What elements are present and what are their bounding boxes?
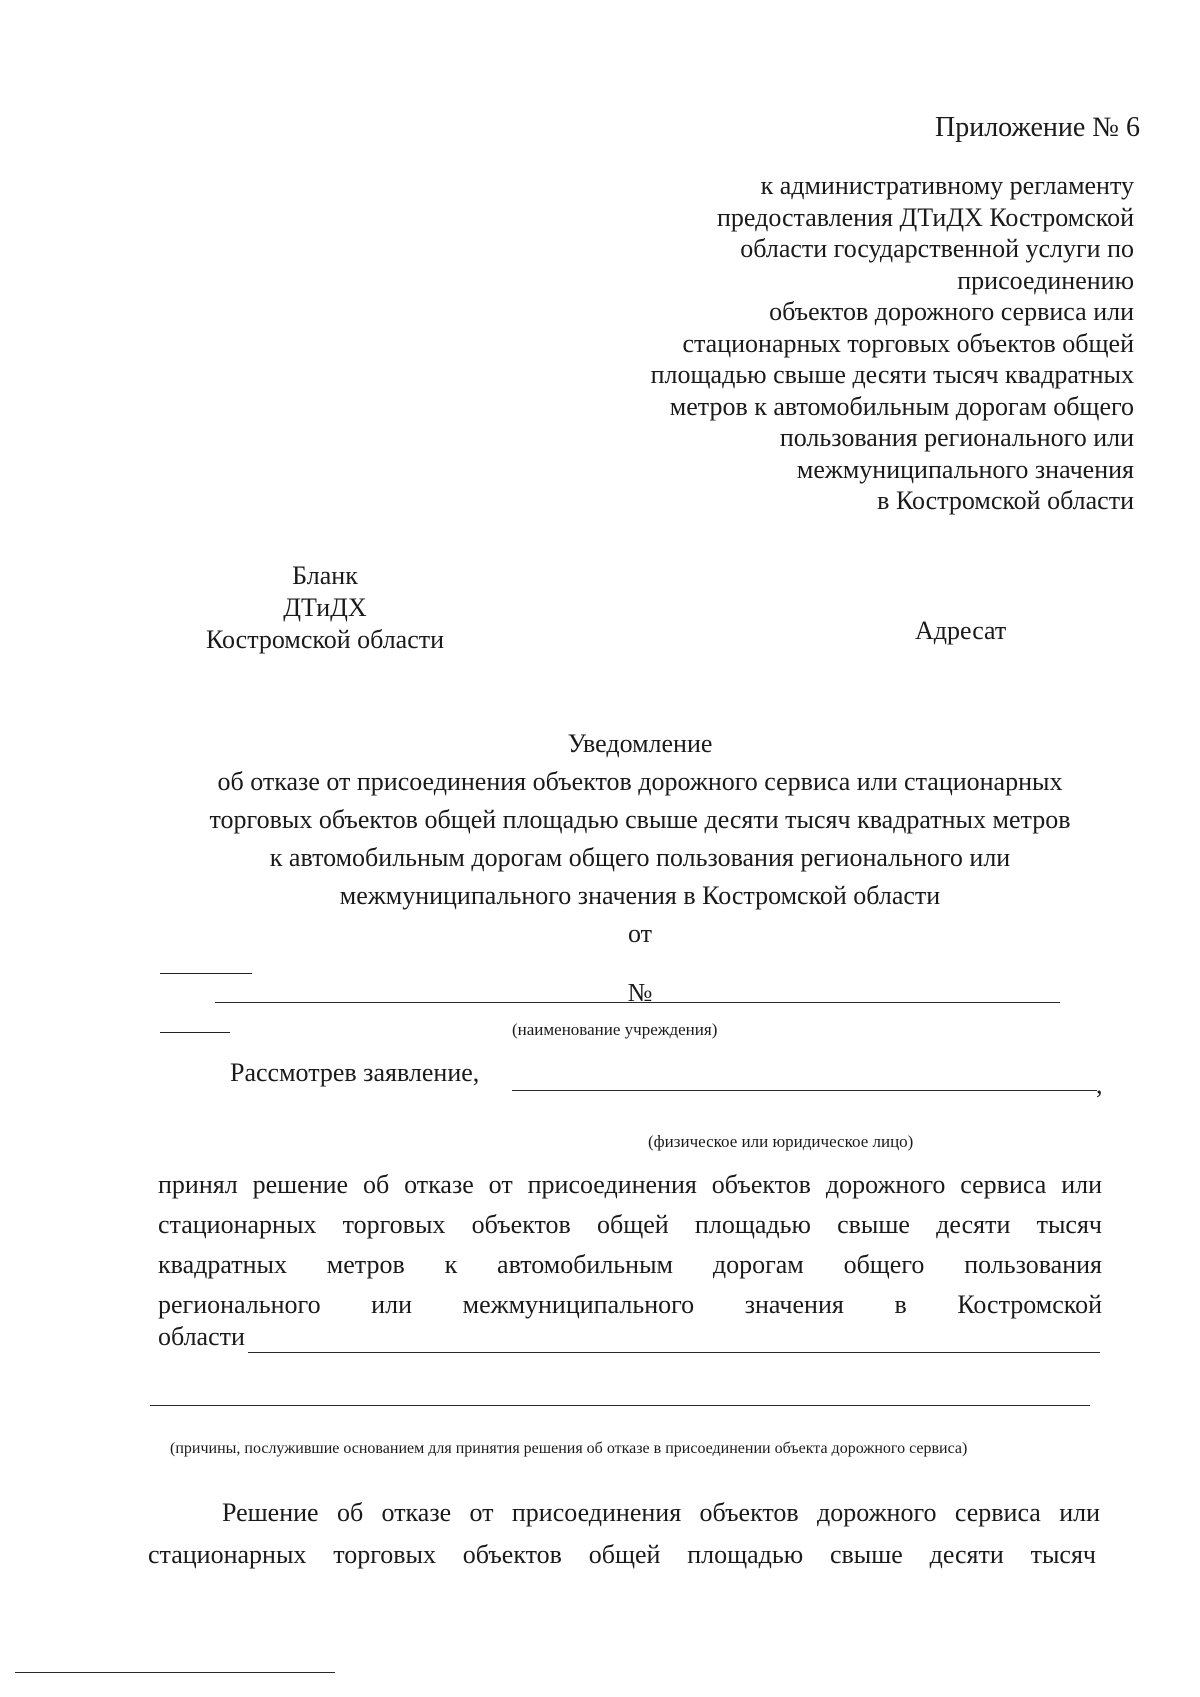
review-comma: , [1096,1070,1103,1099]
notice-title-block [160,725,1120,1033]
decision-line: стационарных торговых объектов общей площадью свыше десяти тысяч [158,1210,1102,1239]
decision-line: регионального или межмуниципального значения в Костромской [158,1290,1102,1319]
appendix-title: Приложение № 6 [935,112,1140,143]
regulation-line: площадью свыше десяти тысяч квадратных [650,360,1134,389]
person-caption: (физическое или юридическое лицо) [648,1132,914,1151]
regulation-line: присоединению [957,265,1134,295]
final-line: Решение об отказе от присоединения объектов дорожного сервиса или [222,1498,1100,1527]
reasons-rule-2 [150,1405,1090,1406]
regulation-line: пользования регионального или [779,423,1134,452]
decision-line: квадратных метров к автомобильным дорогам общего пользования [158,1250,1102,1279]
date-number-line [160,915,1120,1033]
footer-rule [15,1672,335,1673]
regulation-line: предоставления ДТиДХ Костромской [716,202,1134,232]
notice-heading: Уведомление [567,729,713,758]
regulation-line: межмуниципального значения [796,454,1134,484]
regulation-line: метров к автомобильным дорогам общего [669,391,1134,421]
addressee-label: Адресат [915,616,1007,645]
regulation-reference [651,170,1134,517]
regulation-line: к административному регламенту [760,171,1134,200]
notice-subtitle-line: об отказе от присоединения объектов дорожного сервиса или стационарных [217,767,1063,796]
regulation-line: в Костромской области [877,486,1134,515]
notice-subtitle-line: межмуниципального значения в Костромской области [339,881,941,910]
letterhead-placeholder [190,560,460,656]
letterhead-line: Бланк [292,561,358,590]
institution-rule [215,1002,1060,1003]
number-sign: № [627,978,653,1007]
notice-subtitle-line: торговых объектов общей площадью свыше десяти тысяч квадратных метров [209,805,1071,834]
review-prefix: Рассмотрев заявление, [230,1058,480,1087]
reasons-rule-1 [248,1352,1100,1353]
number-blank [160,1012,230,1033]
decision-line: принял решение об отказе от присоединения объектов дорожного сервиса или [158,1170,1102,1199]
applicant-rule [512,1090,1097,1091]
regulation-line: области государственной услуги по [740,234,1134,263]
decision-line: области [158,1322,245,1351]
regulation-line: стационарных торговых объектов общей [682,328,1134,358]
date-prefix: от [627,919,653,948]
letterhead-line: ДТиДХ [283,593,367,622]
date-blank [160,953,252,974]
institution-caption: (наименование учреждения) [512,1020,718,1039]
letterhead-line: Костромской области [205,625,445,654]
reasons-caption: (причины, послужившие основанием для принятия решения об отказе в присоединении объекта дорожного сервиса) [170,1440,968,1457]
regulation-line: объектов дорожного сервиса или [769,297,1134,326]
final-line: стационарных торговых объектов общей площадью свыше десяти тысяч [148,1540,1096,1569]
notice-subtitle-line: к автомобильным дорогам общего пользования регионального или [269,843,1011,872]
